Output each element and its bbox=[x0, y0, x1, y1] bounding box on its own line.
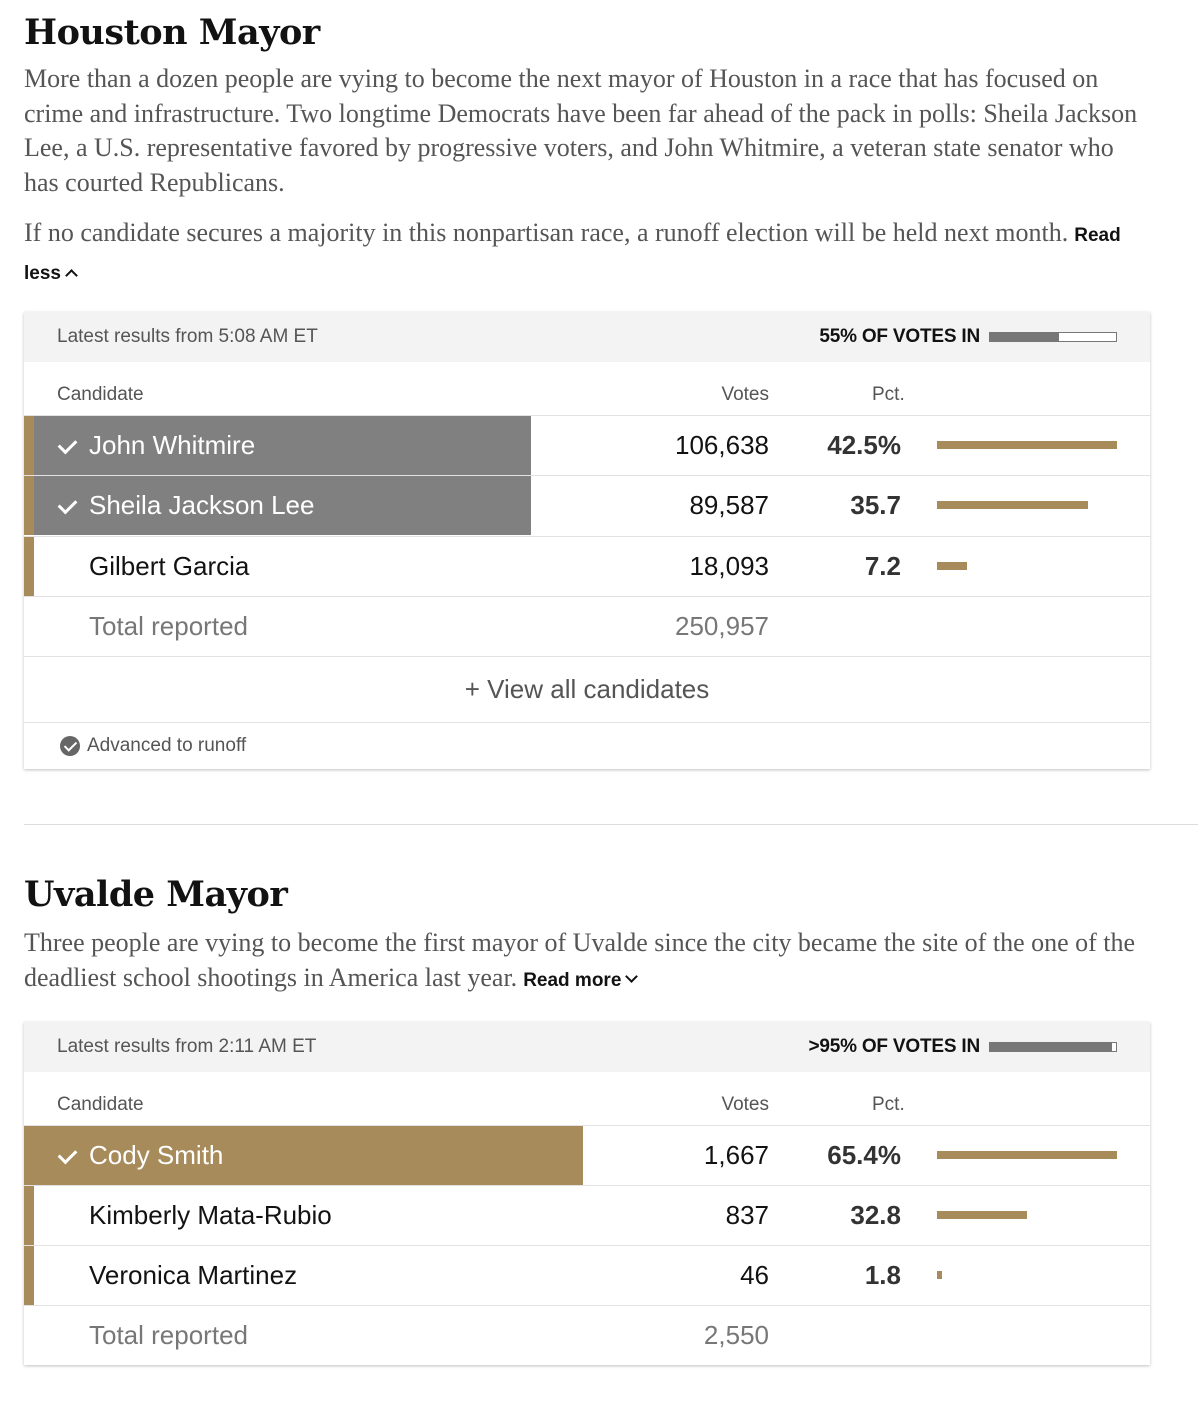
candidate-votes: 18,093 bbox=[689, 551, 769, 581]
total-reported-votes: 250,957 bbox=[675, 611, 769, 641]
candidate-pct-bar bbox=[937, 501, 1088, 509]
column-header-votes: Votes bbox=[721, 1094, 769, 1115]
total-reported-label: Total reported bbox=[89, 1320, 248, 1350]
column-header-candidate: Candidate bbox=[57, 1094, 144, 1115]
candidate-color-mark bbox=[24, 416, 34, 475]
total-row bbox=[24, 596, 1150, 656]
candidate-pct: 7.2 bbox=[864, 551, 901, 581]
candidate-votes: 89,587 bbox=[689, 490, 769, 520]
candidate-name: Sheila Jackson Lee bbox=[89, 490, 315, 520]
check-circle-icon bbox=[60, 736, 80, 756]
candidate-pct: 65.4% bbox=[827, 1140, 901, 1170]
race-title: Uvalde Mayor bbox=[24, 874, 288, 915]
candidate-pct: 35.7 bbox=[850, 490, 901, 520]
candidate-votes: 46 bbox=[740, 1260, 769, 1290]
advanced-to-runoff-note: Advanced to runoff bbox=[87, 735, 247, 756]
candidate-pct-bar bbox=[937, 1211, 1027, 1219]
total-reported-label: Total reported bbox=[89, 611, 248, 641]
column-header-candidate: Candidate bbox=[57, 384, 144, 405]
candidate-name: Gilbert Garcia bbox=[89, 551, 250, 581]
column-header-votes: Votes bbox=[721, 384, 769, 405]
candidate-votes: 1,667 bbox=[703, 1140, 769, 1170]
candidate-pct-bar bbox=[937, 1271, 942, 1279]
candidate-votes: 106,638 bbox=[675, 430, 769, 460]
votes-in-progress-bar bbox=[989, 1042, 1117, 1052]
candidate-color-mark bbox=[24, 537, 34, 596]
votes-in-label: >95% OF VOTES IN bbox=[808, 1036, 980, 1057]
votes-in-label: 55% OF VOTES IN bbox=[819, 326, 980, 347]
results-timestamp: Latest results from 5:08 AM ET bbox=[57, 326, 318, 347]
total-row bbox=[24, 1305, 1150, 1365]
candidate-votes: 837 bbox=[725, 1200, 769, 1230]
candidate-pct: 1.8 bbox=[864, 1260, 901, 1290]
candidate-name: John Whitmire bbox=[89, 430, 256, 460]
candidate-name: Veronica Martinez bbox=[89, 1260, 298, 1290]
race-title: Houston Mayor bbox=[24, 12, 320, 53]
votes-in-progress-fill bbox=[990, 333, 1059, 341]
results-timestamp: Latest results from 2:11 AM ET bbox=[57, 1036, 317, 1057]
candidate-name: Kimberly Mata-Rubio bbox=[89, 1200, 332, 1230]
results-header bbox=[24, 1022, 1150, 1072]
column-header-pct: Pct. bbox=[872, 384, 905, 405]
race-description: More than a dozen people are vying to become the next mayor of Houston in a race that has focused on crime and infrastructure. Two longtime Democrats have been far ahead of the pack in polls: Sheila Jackson Lee, a U.S. representative favored by progressive voters, and John Whitmire, a veteran state senator who has courted Republicans. bbox=[24, 64, 1138, 197]
candidate-row bbox=[24, 1185, 1150, 1245]
column-header-pct: Pct. bbox=[872, 1094, 905, 1115]
results-table bbox=[24, 1022, 1150, 1365]
candidate-pct-bar bbox=[937, 562, 967, 570]
candidate-pct-bar bbox=[937, 1151, 1117, 1159]
results-footnote bbox=[24, 722, 1150, 769]
candidate-color-mark bbox=[24, 1186, 34, 1245]
race-description-2: If no candidate secures a majority in this nonpartisan race, a runoff election will be held next month. Read less bbox=[24, 218, 1121, 284]
candidate-row bbox=[24, 415, 1150, 475]
candidate-row bbox=[24, 1125, 1150, 1185]
total-reported-votes: 2,550 bbox=[703, 1320, 769, 1350]
votes-in-progress-bar bbox=[989, 332, 1117, 342]
candidate-pct-bar bbox=[937, 441, 1117, 449]
race-description: Three people are vying to become the first mayor of Uvalde since the city became the site of the one of the deadliest school shootings in America last year. Read more bbox=[24, 928, 1136, 992]
results-table bbox=[24, 312, 1150, 769]
candidate-name: Cody Smith bbox=[89, 1140, 224, 1170]
candidate-row bbox=[24, 1245, 1150, 1305]
section-divider bbox=[24, 824, 1198, 825]
candidate-color-mark bbox=[24, 476, 34, 535]
candidate-pct: 42.5% bbox=[827, 430, 901, 460]
candidate-pct: 32.8 bbox=[850, 1200, 901, 1230]
chevron-down-icon bbox=[626, 970, 639, 983]
read-less-toggle[interactable]: Read less bbox=[24, 225, 1121, 284]
candidate-row bbox=[24, 536, 1150, 596]
read-more-toggle[interactable]: Read more bbox=[523, 970, 636, 991]
candidate-color-mark bbox=[24, 1246, 34, 1305]
votes-in-progress-fill bbox=[990, 1043, 1112, 1051]
results-header bbox=[24, 312, 1150, 362]
view-all-candidates-button[interactable]: + View all candidates bbox=[24, 656, 1150, 722]
chevron-up-icon bbox=[65, 269, 78, 282]
candidate-row bbox=[24, 475, 1150, 535]
